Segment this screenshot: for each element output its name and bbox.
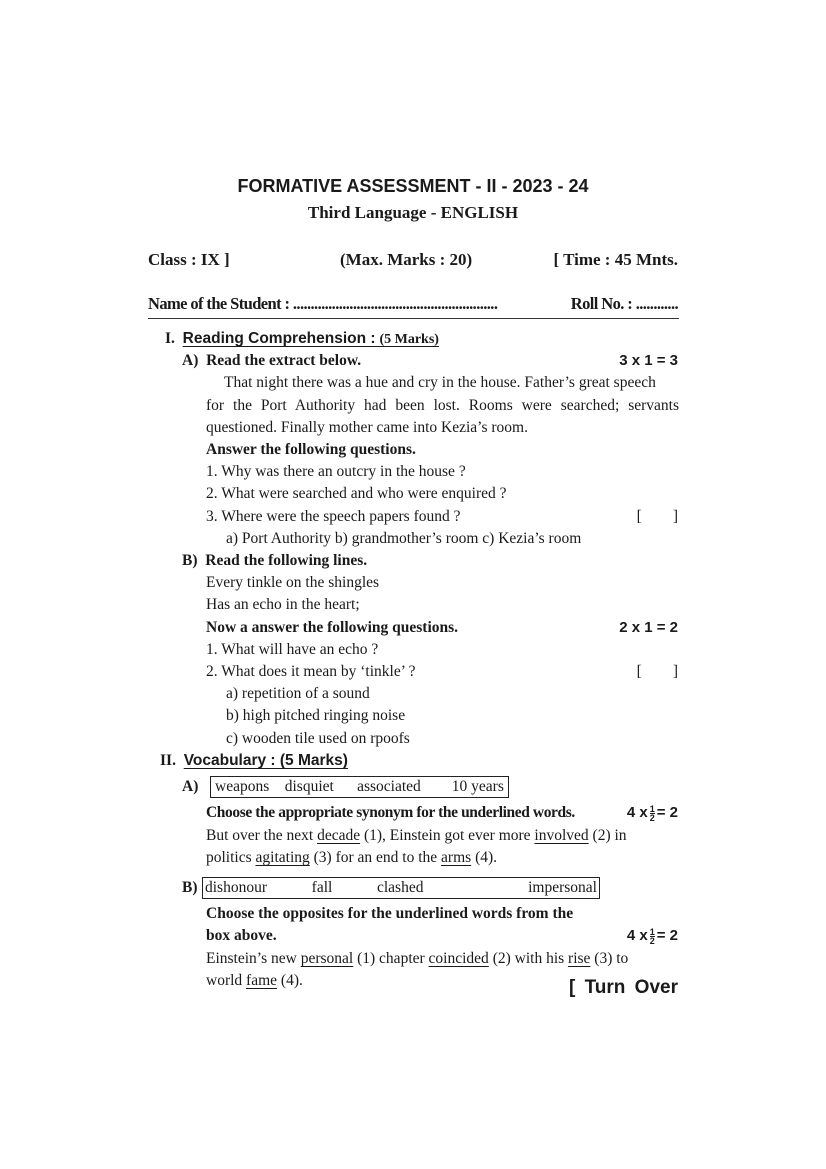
section-2-heading xyxy=(160,751,348,771)
answer-option: a) repetition of a sound xyxy=(226,685,370,702)
class-label: Class : IX ] xyxy=(148,250,230,269)
instruction: Now a answer the following questions. xyxy=(206,619,459,636)
answer-option: c) wooden tile used on rpoofs xyxy=(226,730,410,747)
sentence: world fame (4). xyxy=(206,972,303,989)
part-a-score: 4 x $\frac{1}{2}$ = 2 xyxy=(626,803,678,823)
question: 3. Where were the speech papers found ? xyxy=(206,508,461,525)
sentence: Einstein’s new personal (1) chapter coincided (2) with his rise (3) to xyxy=(206,950,629,967)
question: 1. What will have an echo ? xyxy=(206,641,379,658)
section-title: Vocabulary : (5 Marks) xyxy=(183,752,348,769)
section-number: II. xyxy=(160,752,176,769)
passage-line: questioned. Finally mother came into Kezia’s room. xyxy=(206,419,528,436)
section-marks: (5 Marks) xyxy=(379,332,439,347)
part-b-score: 4 x $\frac{1}{2}$ = 2 xyxy=(626,926,678,946)
sentence: But over the next decade (1), Einstein got ever more involved (2) in xyxy=(206,827,627,844)
instruction: Choose the opposites for the underlined words from the xyxy=(206,905,574,922)
part-b-label: B) xyxy=(182,879,198,896)
question: 2. What does it mean by ‘tinkle’ ? xyxy=(206,663,416,680)
section-1-heading xyxy=(165,329,439,350)
part-b-heading: B) Read the following lines. xyxy=(182,552,368,569)
turn-over-label: [ Turn Over xyxy=(569,977,678,998)
roll-number-field: Roll No. : ............ xyxy=(570,294,678,313)
student-name-field: Name of the Student : .......................................................... xyxy=(148,294,498,313)
passage-line: for the Port Authority had been lost. Rooms were searched; servants xyxy=(206,397,679,414)
question: 2. What were searched and who were enquired ? xyxy=(206,485,507,502)
word-box: dishonour fall clashed impersonal xyxy=(202,877,600,899)
header-divider xyxy=(148,318,679,319)
instruction: box above. xyxy=(206,927,277,944)
answer-option: b) high pitched ringing noise xyxy=(226,707,406,724)
max-marks: (Max. Marks : 20) xyxy=(340,250,473,269)
part-b-score: 2 x 1 = 2 xyxy=(619,619,678,636)
section-number: I. xyxy=(165,330,175,347)
page-title: FORMATIVE ASSESSMENT - II - 2023 - 24 xyxy=(237,176,589,196)
instruction: Choose the appropriate synonym for the underlined words. xyxy=(206,804,575,821)
instruction: Answer the following questions. xyxy=(206,441,416,458)
poem-line: Has an echo in the heart; xyxy=(206,596,360,613)
answer-bracket[interactable]: [ ] xyxy=(636,663,678,680)
time-label: [ Time : 45 Mnts. xyxy=(553,250,678,269)
section-title: Reading Comprehension : xyxy=(182,330,376,347)
question: 1. Why was there an outcry in the house ? xyxy=(206,463,466,480)
answer-options: a) Port Authority b) grandmother’s room c) Kezia’s room xyxy=(226,530,582,547)
subtitle: Third Language - ENGLISH xyxy=(307,203,519,222)
word-box: weapons disquiet associated 10 years xyxy=(210,776,509,798)
poem-line: Every tinkle on the shingles xyxy=(206,574,380,591)
part-a-heading: A) Read the extract below. xyxy=(182,352,362,369)
answer-bracket[interactable]: [ ] xyxy=(636,508,678,525)
sentence: politics agitating (3) for an end to the arms (4). xyxy=(206,849,498,866)
part-a-score: 3 x 1 = 3 xyxy=(619,352,678,369)
part-a-label: A) xyxy=(182,778,199,795)
passage-line: That night there was a hue and cry in the house. Father’s great speech xyxy=(224,374,656,391)
